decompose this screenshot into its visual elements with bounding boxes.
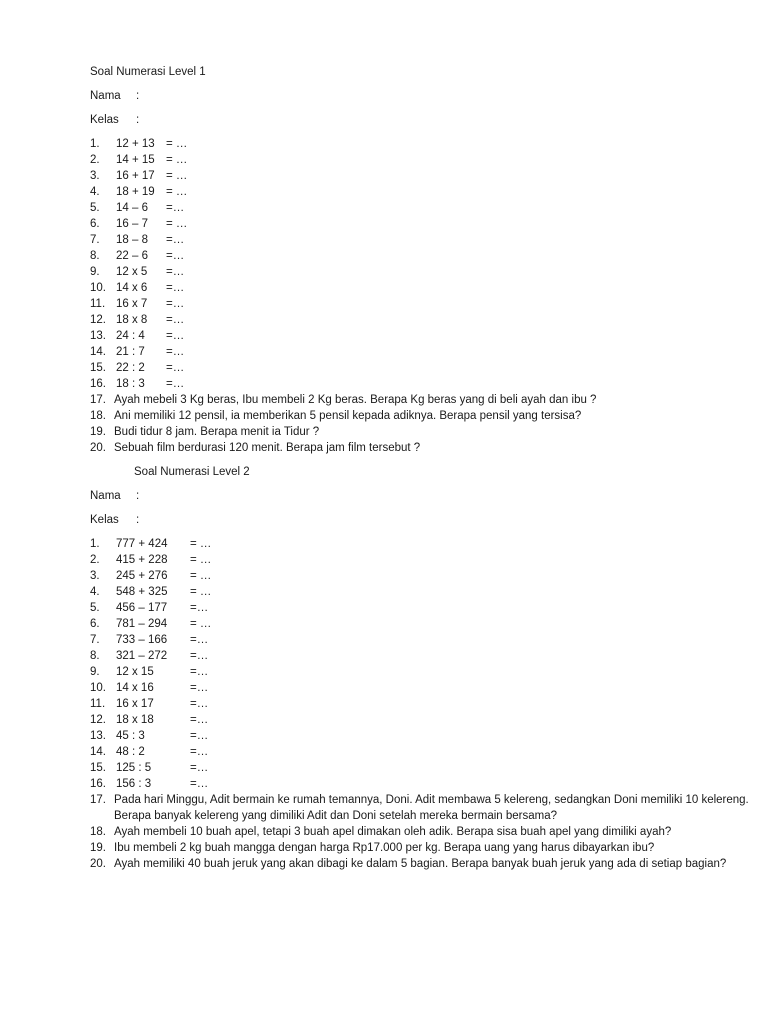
question-number: 10.: [90, 282, 106, 294]
answer-blank: =…: [166, 234, 185, 246]
kelas-label: Kelas: [90, 114, 119, 126]
question-number: 19.: [90, 426, 106, 438]
answer-blank: =…: [166, 346, 185, 358]
question-expression: 321 – 272: [116, 650, 168, 662]
question-item: [90, 760, 768, 776]
question-number: 13.: [90, 730, 106, 742]
answer-blank: =…: [166, 250, 185, 262]
question-expression: 48 : 2: [116, 746, 145, 758]
question-expression: 21 : 7: [116, 346, 145, 358]
section2-title: Soal Numerasi Level 2: [134, 466, 250, 478]
question-item: [90, 168, 768, 184]
question-item: [90, 696, 768, 712]
question-number: 3.: [90, 570, 100, 582]
question-expression: 16 x 17: [116, 698, 154, 710]
question-item: [90, 744, 768, 760]
question-number: 20.: [90, 858, 106, 870]
word-problem-item: [90, 408, 768, 424]
question-item: [90, 712, 768, 728]
question-number: 15.: [90, 362, 106, 374]
answer-blank: =…: [166, 314, 185, 326]
nama-colon: :: [136, 490, 140, 502]
question-number: 18.: [90, 826, 106, 838]
question-expression: 18 x 18: [116, 714, 154, 726]
question-expression: 156 : 3: [116, 778, 152, 790]
answer-blank: =…: [166, 362, 185, 374]
question-item: [90, 776, 768, 792]
question-number: 12.: [90, 714, 106, 726]
question-number: 18.: [90, 410, 106, 422]
word-problem-text: Ayah memiliki 40 buah jeruk yang akan dibagi ke dalam 5 bagian. Berapa banyak buah jeruk yang ada di setiap bagian?: [114, 858, 727, 870]
question-item: [90, 728, 768, 744]
question-item: [90, 200, 768, 216]
nama-colon: :: [136, 90, 140, 102]
question-item: [90, 328, 768, 344]
question-item: [90, 280, 768, 296]
word-problem-text: Ibu membeli 2 kg buah mangga dengan harga Rp17.000 per kg. Berapa uang yang harus dibayarkan ibu?: [114, 842, 655, 854]
answer-blank: =…: [190, 650, 209, 662]
answer-blank: =…: [190, 730, 209, 742]
question-number: 14.: [90, 346, 106, 358]
answer-blank: =…: [166, 330, 185, 342]
answer-blank: = …: [190, 538, 212, 550]
question-expression: 245 + 276: [116, 570, 168, 582]
question-expression: 45 : 3: [116, 730, 145, 742]
question-number: 10.: [90, 682, 106, 694]
question-number: 14.: [90, 746, 106, 758]
section1-title: Soal Numerasi Level 1: [90, 66, 206, 78]
question-item: [90, 568, 768, 584]
word-problem-text: Ani memiliki 12 pensil, ia memberikan 5 pensil kepada adiknya. Berapa pensil yang tersisa?: [114, 410, 582, 422]
question-number: 2.: [90, 554, 100, 566]
section2-nama-field: [90, 488, 139, 504]
question-number: 3.: [90, 170, 100, 182]
answer-blank: =…: [166, 202, 185, 214]
section1-nama-field: [90, 88, 139, 104]
word-problem-item: [90, 424, 768, 440]
question-item: [90, 600, 768, 616]
question-expression: 12 + 13: [116, 138, 155, 150]
answer-blank: =…: [190, 778, 209, 790]
question-expression: 415 + 228: [116, 554, 168, 566]
answer-blank: =…: [166, 378, 185, 390]
question-expression: 16 x 7: [116, 298, 148, 310]
answer-blank: =…: [166, 282, 185, 294]
question-expression: 18 : 3: [116, 378, 145, 390]
question-item: [90, 680, 768, 696]
question-expression: 781 – 294: [116, 618, 168, 630]
question-expression: 456 – 177: [116, 602, 168, 614]
answer-blank: = …: [166, 170, 188, 182]
question-item: [90, 664, 768, 680]
answer-blank: = …: [190, 618, 212, 630]
answer-blank: =…: [190, 762, 209, 774]
kelas-colon: :: [136, 114, 140, 126]
question-number: 1.: [90, 538, 100, 550]
question-expression: 14 – 6: [116, 202, 148, 214]
question-item: [90, 616, 768, 632]
question-number: 7.: [90, 234, 100, 246]
word-problem-item: [90, 392, 768, 408]
question-number: 11.: [90, 698, 106, 710]
answer-blank: = …: [166, 186, 188, 198]
question-expression: 14 + 15: [116, 154, 155, 166]
question-number: 2.: [90, 154, 100, 166]
question-item: [90, 232, 768, 248]
answer-blank: = …: [166, 218, 188, 230]
question-item: [90, 376, 768, 392]
question-item: [90, 296, 768, 312]
word-problem-text: Ayah mebeli 3 Kg beras, Ibu membeli 2 Kg beras. Berapa Kg beras yang di beli ayah dan ibu ?: [114, 394, 597, 406]
word-problem-item: [90, 840, 768, 856]
word-problem-text: Sebuah film berdurasi 120 menit. Berapa jam film tersebut ?: [114, 442, 421, 454]
question-item: [90, 552, 768, 568]
question-number: 9.: [90, 266, 100, 278]
question-item: [90, 248, 768, 264]
question-number: 4.: [90, 186, 100, 198]
question-expression: 22 : 2: [116, 362, 145, 374]
question-item: [90, 136, 768, 152]
answer-blank: =…: [190, 602, 209, 614]
question-expression: 14 x 16: [116, 682, 154, 694]
question-number: 5.: [90, 202, 100, 214]
question-expression: 22 – 6: [116, 250, 148, 262]
answer-blank: =…: [190, 682, 209, 694]
word-problem-text: Pada hari Minggu, Adit bermain ke rumah temannya, Doni. Adit membawa 5 kelereng, sedangkan Doni memiliki 10 kelereng. Berapa banyak kelereng yang dimiliki Adit dan Doni setelah mereka bermain bersama?: [114, 794, 749, 822]
answer-blank: = …: [166, 138, 188, 150]
question-number: 5.: [90, 602, 100, 614]
question-number: 9.: [90, 666, 100, 678]
answer-blank: = …: [190, 554, 212, 566]
answer-blank: =…: [190, 666, 209, 678]
question-item: [90, 536, 768, 552]
section2-kelas-field: [90, 512, 139, 528]
question-number: 4.: [90, 586, 100, 598]
word-problem-item: [90, 440, 768, 456]
answer-blank: = …: [166, 154, 188, 166]
question-number: 20.: [90, 442, 106, 454]
question-expression: 24 : 4: [116, 330, 145, 342]
question-expression: 14 x 6: [116, 282, 148, 294]
question-expression: 12 x 5: [116, 266, 148, 278]
question-expression: 16 – 7: [116, 218, 148, 230]
question-expression: 125 : 5: [116, 762, 152, 774]
word-problem-item: [90, 824, 768, 840]
question-item: [90, 216, 768, 232]
question-expression: 548 + 325: [116, 586, 168, 598]
answer-blank: = …: [190, 570, 212, 582]
answer-blank: =…: [166, 266, 185, 278]
question-number: 19.: [90, 842, 106, 854]
question-number: 15.: [90, 762, 106, 774]
question-expression: 18 + 19: [116, 186, 155, 198]
question-number: 17.: [90, 794, 106, 806]
question-item: [90, 312, 768, 328]
answer-blank: =…: [190, 698, 209, 710]
question-number: 17.: [90, 394, 106, 406]
question-number: 12.: [90, 314, 106, 326]
question-number: 8.: [90, 250, 100, 262]
kelas-colon: :: [136, 514, 140, 526]
question-number: 6.: [90, 618, 100, 630]
answer-blank: =…: [166, 298, 185, 310]
question-expression: 777 + 424: [116, 538, 168, 550]
question-number: 8.: [90, 650, 100, 662]
question-number: 13.: [90, 330, 106, 342]
answer-blank: = …: [190, 586, 212, 598]
question-expression: 733 – 166: [116, 634, 168, 646]
question-number: 1.: [90, 138, 100, 150]
question-item: [90, 264, 768, 280]
question-number: 16.: [90, 778, 106, 790]
question-number: 6.: [90, 218, 100, 230]
question-item: [90, 584, 768, 600]
section1-kelas-field: [90, 112, 139, 128]
question-number: 16.: [90, 378, 106, 390]
question-item: [90, 344, 768, 360]
question-expression: 16 + 17: [116, 170, 155, 182]
word-problem-text: Ayah membeli 10 buah apel, tetapi 3 buah apel dimakan oleh adik. Berapa sisa buah apel yang dimiliki ayah?: [114, 826, 672, 838]
question-item: [90, 360, 768, 376]
word-problem-item: [90, 856, 768, 872]
answer-blank: =…: [190, 714, 209, 726]
word-problem-item: [90, 792, 768, 824]
question-expression: 18 – 8: [116, 234, 148, 246]
word-problem-text: Budi tidur 8 jam. Berapa menit ia Tidur ?: [114, 426, 320, 438]
answer-blank: =…: [190, 634, 209, 646]
nama-label: Nama: [90, 90, 121, 102]
question-item: [90, 152, 768, 168]
section1-question-list: [90, 136, 768, 456]
question-number: 7.: [90, 634, 100, 646]
question-expression: 12 x 15: [116, 666, 154, 678]
question-item: [90, 648, 768, 664]
section2-question-list: [90, 536, 768, 872]
question-number: 11.: [90, 298, 106, 310]
kelas-label: Kelas: [90, 514, 119, 526]
question-expression: 18 x 8: [116, 314, 148, 326]
nama-label: Nama: [90, 490, 121, 502]
answer-blank: =…: [190, 746, 209, 758]
question-item: [90, 632, 768, 648]
question-item: [90, 184, 768, 200]
